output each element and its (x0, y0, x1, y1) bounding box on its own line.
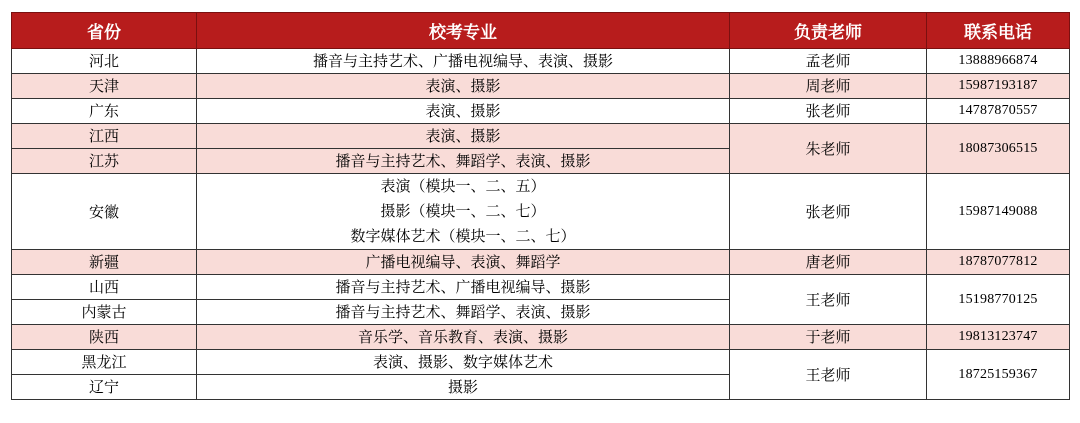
teacher-cell: 孟老师 (730, 49, 927, 74)
major-cell: 播音与主持艺术、广播电视编导、表演、摄影 (197, 49, 730, 74)
major-line: 摄影（模块一、二、七） (380, 202, 546, 220)
table-row (12, 275, 1070, 300)
province-cell: 陕西 (12, 325, 197, 350)
teacher-cell: 唐老师 (730, 250, 927, 275)
province-cell: 天津 (12, 74, 197, 99)
phone-cell: 18787077812 (927, 250, 1070, 275)
major-cell: 摄影 (197, 375, 730, 400)
table-row (12, 49, 1070, 74)
table-row (12, 250, 1070, 275)
teacher-cell: 王老师 (730, 350, 927, 400)
province-cell: 新疆 (12, 250, 197, 275)
phone-cell: 15987193187 (927, 74, 1070, 99)
header-phone: 联系电话 (927, 13, 1070, 49)
phone-cell: 13888966874 (927, 49, 1070, 74)
major-cell: 播音与主持艺术、舞蹈学、表演、摄影 (197, 149, 730, 174)
table-row (12, 350, 1070, 375)
province-cell: 河北 (12, 49, 197, 74)
province-cell: 江西 (12, 124, 197, 149)
major-cell: 播音与主持艺术、广播电视编导、摄影 (197, 275, 730, 300)
teacher-cell: 于老师 (730, 325, 927, 350)
school-exam-contact-table (11, 12, 1070, 400)
header-teacher: 负责老师 (730, 13, 927, 49)
major-cell: 表演、摄影 (197, 74, 730, 99)
phone-cell: 14787870557 (927, 99, 1070, 124)
major-line: 数字媒体艺术（模块一、二、七） (350, 227, 576, 245)
major-cell: 表演、摄影 (197, 99, 730, 124)
phone-cell: 18087306515 (927, 124, 1070, 174)
major-cell: 音乐学、音乐教育、表演、摄影 (197, 325, 730, 350)
table-row (12, 124, 1070, 149)
header-major: 校考专业 (197, 13, 730, 49)
province-cell: 安徽 (12, 174, 197, 250)
major-cell: 广播电视编导、表演、舞蹈学 (197, 250, 730, 275)
province-cell: 内蒙古 (12, 300, 197, 325)
teacher-cell: 张老师 (730, 174, 927, 250)
province-cell: 黑龙江 (12, 350, 197, 375)
major-cell-multiline (197, 174, 730, 250)
major-cell: 播音与主持艺术、舞蹈学、表演、摄影 (197, 300, 730, 325)
teacher-cell: 朱老师 (730, 124, 927, 174)
phone-cell: 19813123747 (927, 325, 1070, 350)
province-cell: 山西 (12, 275, 197, 300)
province-cell: 江苏 (12, 149, 197, 174)
province-cell: 广东 (12, 99, 197, 124)
major-line: 表演（模块一、二、五） (380, 177, 546, 195)
major-cell: 表演、摄影 (197, 124, 730, 149)
phone-cell: 18725159367 (927, 350, 1070, 400)
phone-cell: 15987149088 (927, 174, 1070, 250)
teacher-cell: 周老师 (730, 74, 927, 99)
major-cell: 表演、摄影、数字媒体艺术 (197, 350, 730, 375)
teacher-cell: 张老师 (730, 99, 927, 124)
contact-table-container (11, 12, 1069, 400)
table-header-row (12, 13, 1070, 49)
province-cell: 辽宁 (12, 375, 197, 400)
table-row (12, 74, 1070, 99)
table-row (12, 325, 1070, 350)
table-row (12, 99, 1070, 124)
table-row (12, 174, 1070, 250)
teacher-cell: 王老师 (730, 275, 927, 325)
header-province: 省份 (12, 13, 197, 49)
phone-cell: 15198770125 (927, 275, 1070, 325)
